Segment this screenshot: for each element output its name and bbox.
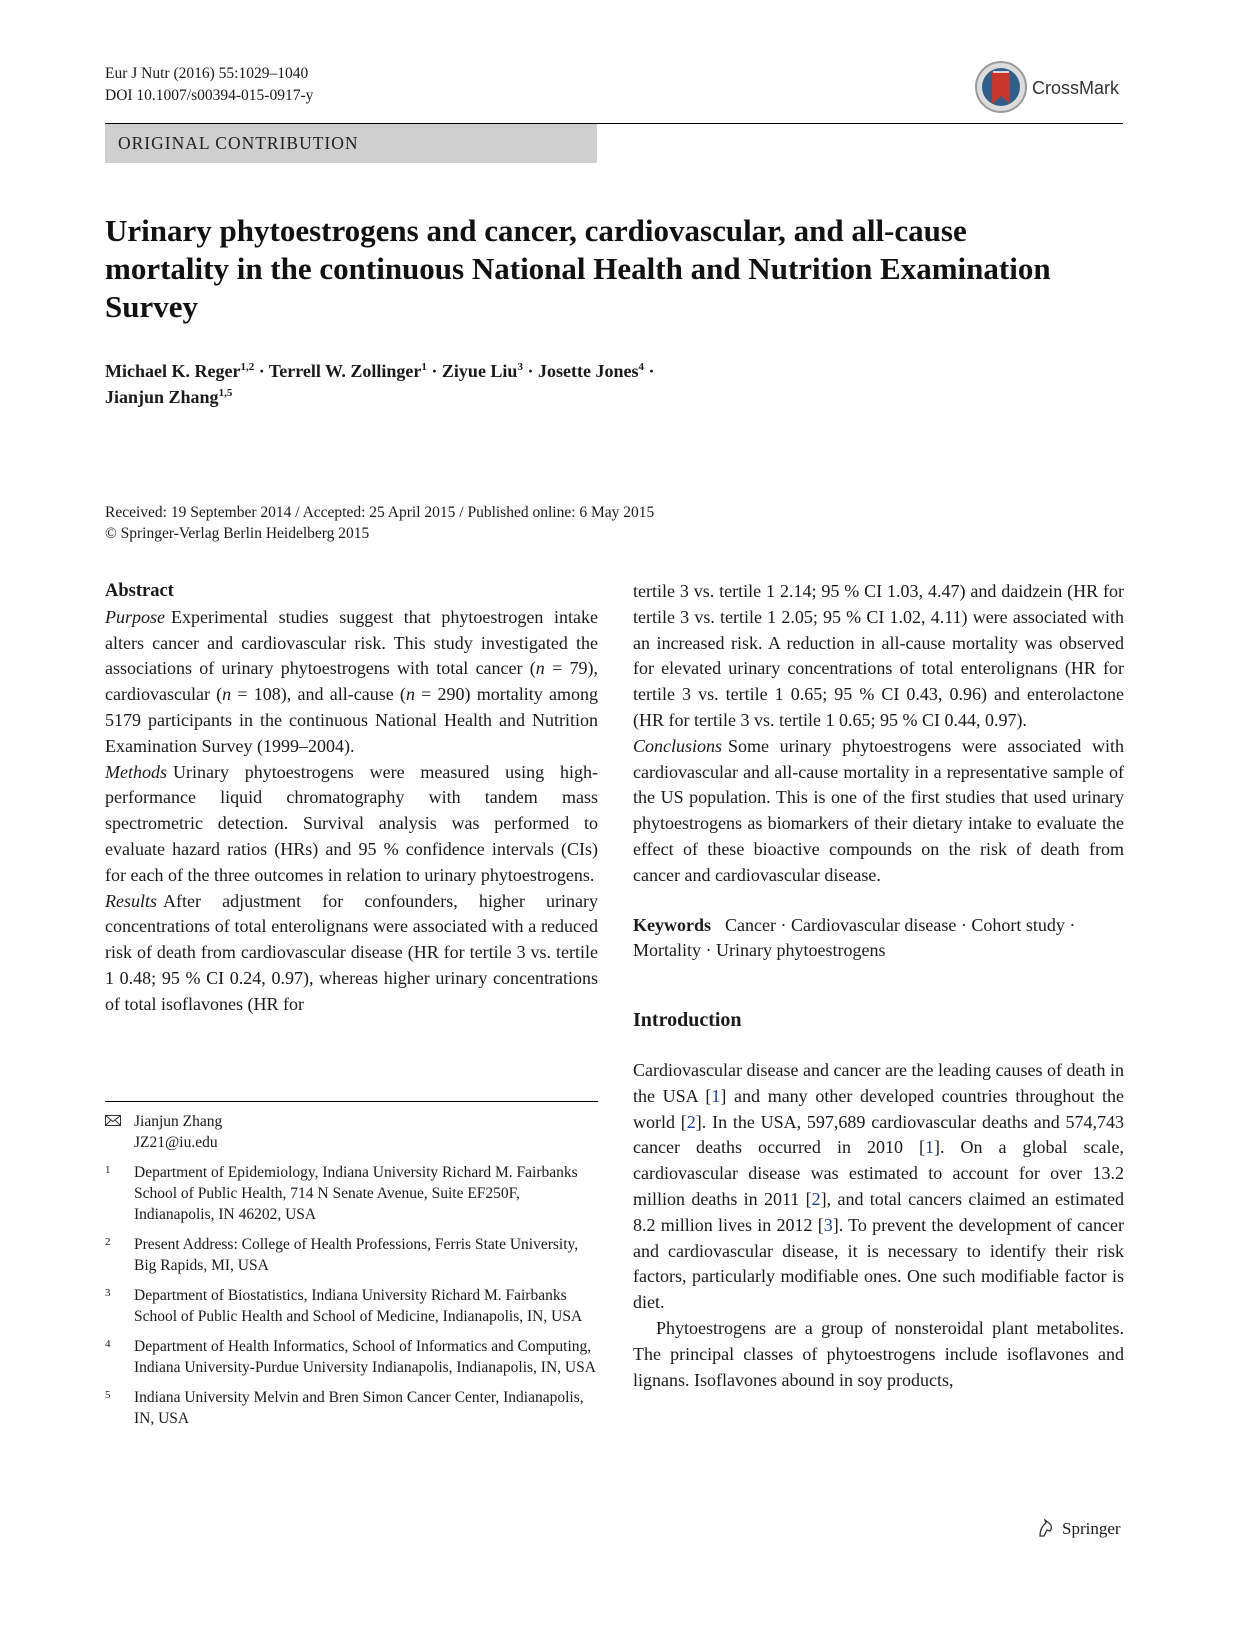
- paragraph-text: ] and many other developed countries throughout the world: [633, 1085, 1124, 1132]
- affiliation-item: [105, 1387, 598, 1429]
- author-affiliation-marker: 3: [517, 361, 523, 373]
- citation-link[interactable]: 2: [686, 1111, 696, 1132]
- author-affiliation-marker: 1: [421, 361, 427, 373]
- results-label: Results: [105, 890, 157, 911]
- introduction-paragraph-2: Phytoestrogens are a group of nonsteroidal plant metabolites. The principal classes of phytoestrogens include isoflavones and lignans. Isoflavones abound in soy products,: [633, 1317, 1124, 1390]
- corresponding-name: Jianjun Zhang: [134, 1113, 223, 1130]
- envelope-icon: [105, 1115, 121, 1126]
- abstract-results: [105, 889, 598, 1018]
- conclusions-label: Conclusions: [633, 735, 723, 756]
- affiliation-text: Department of Biostatistics, Indiana University Richard M. Fairbanks School of Public Health and School of Medicine, Indianapolis, IN, USA: [134, 1287, 583, 1325]
- abstract-left-column: [105, 579, 598, 1018]
- abstract-heading: Abstract: [105, 581, 174, 601]
- author-affiliation-marker: 4: [638, 361, 644, 373]
- springer-horse-icon: [1036, 1518, 1056, 1538]
- affiliation-number: 3: [105, 1287, 111, 1299]
- abstract-results-continued: tertile 3 vs. tertile 1 2.14; 95 % CI 1.03, 4.47) and daidzein (HR for tertile 3 vs. tertile 1 2.05; 95 % CI 1.02, 4.11) were associated with an increased risk. A reduction in all-cause mortality was observed for elevated urinary concentrations of total enterolignans (HR for tertile 3 vs. tertile 1 0.65; 95 % CI 0.43, 0.96) and enterolactone (HR for tertile 3 vs. tertile 1 0.65; 95 % CI 0.44, 0.97).: [633, 581, 1124, 730]
- publisher-name: Springer: [1062, 1519, 1121, 1538]
- author-separator: ·: [426, 361, 442, 381]
- abstract-conclusions: [633, 734, 1124, 889]
- author-separator: ·: [522, 361, 538, 381]
- abstract-purpose: [105, 605, 598, 760]
- author-separator: ·: [254, 361, 269, 381]
- purpose-text: = 108), and all-cause (: [231, 684, 406, 705]
- introduction-paragraph-1: [633, 1058, 1124, 1316]
- author-name[interactable]: Josette Jones: [537, 361, 639, 381]
- affiliation-text: Department of Health Informatics, School of Informatics and Computing, Indiana University-Purdue University Indianapolis, Indianapolis, IN, USA: [134, 1338, 596, 1376]
- section-label: ORIGINAL CONTRIBUTION: [118, 133, 359, 153]
- n-symbol: n: [222, 684, 232, 705]
- abstract-methods: [105, 760, 598, 889]
- citation-link[interactable]: 2: [811, 1188, 821, 1209]
- keywords-text: Cancer · Cardiovascular disease · Cohort study · Mortality · Urinary phytoestrogens: [633, 914, 1076, 961]
- n-symbol: n: [405, 684, 415, 705]
- purpose-text: Experimental studies suggest that phytoestrogen intake alters cancer and cardiovascular risk. This study investigated the associations of urinary phytoestrogens with total cancer (: [105, 606, 598, 679]
- affiliation-number: 4: [105, 1338, 111, 1350]
- conclusions-text: Some urinary phytoestrogens were associated with cardiovascular and all-cause mortality in a representative sample of the US population. This is one of the first studies that used urinary phytoestrogens as biomarkers of their dietary intake to evaluate the effect of these bioactive compounds on the risk of death from cancer and cardiovascular disease.: [633, 735, 1124, 885]
- affiliation-text: Present Address: College of Health Professions, Ferris State University, Big Rapids, MI, USA: [134, 1236, 579, 1274]
- footnote-rule: [105, 1101, 598, 1102]
- paragraph-text: [: [680, 1111, 687, 1132]
- results-text: After adjustment for confounders, higher urinary concentrations of total enterolignans were associated with a reduced risk of death from cardiovascular disease (HR for tertile 3 vs. tertile 1 0.48; 95 % CI 0.24, 0.97), whereas higher urinary concentrations of total isoflavones (HR for: [105, 890, 598, 1014]
- methods-label: Methods: [105, 761, 167, 782]
- paragraph-text: Cardiovascular disease and cancer are the leading causes of death in the USA: [633, 1059, 1124, 1106]
- crossmark-icon: [974, 60, 1028, 114]
- paragraph-text: [: [817, 1214, 824, 1235]
- author-name[interactable]: Michael K. Reger: [105, 361, 241, 381]
- author-affiliation-marker: 1,2: [240, 361, 255, 373]
- affiliation-text: Department of Epidemiology, Indiana University Richard M. Fairbanks School of Public Health, 714 N Senate Avenue, Suite EF250F, Indianapolis, IN 46202, USA: [134, 1164, 578, 1223]
- purpose-label: Purpose: [105, 606, 165, 627]
- section-banner: [105, 124, 597, 163]
- right-column: [633, 579, 1124, 1393]
- article-title: Urinary phytoestrogens and cancer, cardiovascular, and all-cause mortality in the continuous National Health and Nutrition Examination Survey: [105, 213, 1051, 324]
- purpose-text: = 290) mortality among 5179 participants in the continuous National Health and Nutrition Examination Survey (1999–2004).: [105, 684, 598, 756]
- journal-citation: [105, 63, 313, 107]
- affiliation-item: [105, 1285, 598, 1327]
- introduction-heading: Introduction: [633, 1009, 742, 1032]
- paragraph-text: ], and total cancers claimed an estimated 8.2 million lives in 2012: [633, 1188, 1125, 1235]
- affiliation-item: [105, 1162, 598, 1225]
- paragraph-text: [: [918, 1137, 925, 1158]
- affiliation-item: [105, 1234, 598, 1276]
- crossmark-label: CrossMark: [1032, 78, 1120, 98]
- author-affiliation-marker: 1,5: [218, 387, 233, 399]
- footnotes: [105, 1111, 598, 1438]
- citation-link[interactable]: 3: [823, 1214, 833, 1235]
- journal-reference: Eur J Nutr (2016) 55:1029–1040: [105, 65, 309, 82]
- paragraph-text: [: [705, 1085, 712, 1106]
- paragraph-text: ]. On a global scale, cardiovascular disease was estimated to account for over 13.2 million deaths in 2011: [633, 1137, 1124, 1209]
- paragraph-text: [: [805, 1188, 812, 1209]
- keywords-label: Keywords: [633, 914, 711, 935]
- citation-link[interactable]: 1: [924, 1137, 934, 1158]
- crossmark-badge[interactable]: [974, 60, 1124, 116]
- author-name[interactable]: Ziyue Liu: [441, 361, 518, 381]
- affiliation-number: 2: [105, 1236, 111, 1248]
- purpose-text: = 79), cardiovascular (: [105, 658, 598, 705]
- keywords: [633, 913, 1124, 965]
- affiliation-list: [105, 1162, 598, 1429]
- author-name[interactable]: Terrell W. Zollinger: [268, 361, 422, 381]
- author-separator: ·: [643, 361, 655, 381]
- publication-dates: Received: 19 September 2014 / Accepted: 25 April 2015 / Published online: 6 May 2015: [105, 504, 655, 521]
- author-list: [105, 358, 825, 410]
- affiliation-text: Indiana University Melvin and Bren Simon Cancer Center, Indianapolis, IN, USA: [134, 1389, 584, 1427]
- affiliation-item: [105, 1336, 598, 1378]
- article-history: [105, 502, 654, 544]
- methods-text: Urinary phytoestrogens were measured using high-performance liquid chromatography with tandem mass spectrometric detection. Survival analysis was performed to evaluate hazard ratios (HRs) and 95 % confidence intervals (CIs) for each of the three outcomes in relation to urinary phytoestrogens.: [105, 761, 598, 885]
- paragraph-text: ]. In the USA, 597,689 cardiovascular deaths and 574,743 cancer deaths occurred in 2010: [633, 1111, 1125, 1158]
- paragraph-text: ]. To prevent the development of cancer and cardiovascular disease, it is necessary to identify their risk factors, particularly modifiable ones. One such modifiable factor is diet.: [633, 1214, 1124, 1313]
- affiliation-number: 5: [105, 1389, 111, 1401]
- publisher-logo: [1036, 1518, 1121, 1539]
- corresponding-author: [105, 1111, 598, 1153]
- affiliation-number: 1: [105, 1164, 111, 1176]
- doi: DOI 10.1007/s00394-015-0917-y: [105, 87, 314, 104]
- copyright-notice: © Springer-Verlag Berlin Heidelberg 2015: [105, 525, 370, 542]
- author-name[interactable]: Jianjun Zhang: [105, 387, 219, 407]
- n-symbol: n: [535, 658, 545, 679]
- corresponding-email[interactable]: JZ21@iu.edu: [134, 1134, 218, 1151]
- citation-link[interactable]: 1: [711, 1085, 721, 1106]
